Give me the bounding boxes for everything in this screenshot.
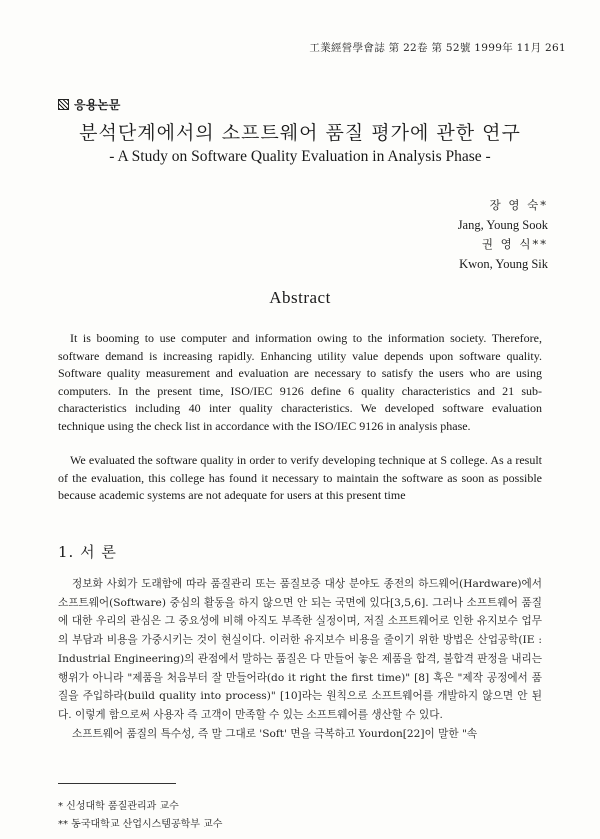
author-2-english: Kwon, Young Sik [459, 256, 548, 271]
section-tag [58, 96, 120, 113]
title-english: - A Study on Software Quality Evaluation in Analysis Phase - [109, 148, 491, 165]
author-1-english: Jang, Young Sook [457, 217, 548, 232]
running-head: 工業經營學會誌 第 22卷 第 52號 1999年 11月 261 [309, 42, 566, 54]
title-korean: 분석단계에서의 소프트웨어 품질 평가에 관한 연구 [79, 122, 521, 144]
section-1-title: 1. 서 론 [58, 543, 117, 561]
abstract-paragraph-2: We evaluated the software quality in order to verify developing technique at S college. As a result of the evaluation, this college has found it necessary to maintain the software as soon as possible because academic systems are not adequate for users at this present time [58, 453, 542, 503]
section-1-paragraph-1: 정보화 사회가 도래함에 따라 품질관리 또는 품질보증 대상 분야도 종전의 하드웨어(Hardware)에서 소프트웨어(Software) 중심의 활동을 하지 않으면 안 되는 국면에 있다[3,5,6]. 그러나 소프트웨어 품질에 대한 우리의 관심은 그 중요성에 비해 아직도 부족한 실정이며, 저질 소프트웨어로 인한 유지보수 업무의 부담과 비용을 가중시키는 것이 현실이다. 이러한 유지보수 비용을 줄이기 위한 방법은 산업공학(IE : Industrial Engineering)의 관점에서 말하는 품질은 다 만들어 놓은 제품을 합격, 불합격 판정을 내리는 행위가 아니라 "제품을 처음부터 잘 만들어라(do it right the first time)" [8] 혹은 "제작 공정에서 품질을 주입하라(build quality into process)" [10]라는 원칙으로 소프트웨어를 개발하지 않으면 안 된다. 이렇게 함으로써 사용자 즉 고객이 만족할 수 있는 소프트웨어를 생산할 수 있다. [58, 578, 542, 721]
abstract-heading: Abstract [269, 288, 331, 307]
author-block [458, 196, 548, 274]
section-tag-label: 응용논문 [74, 98, 121, 112]
footnote-rule [58, 783, 176, 784]
footnote-1: * 신성대학 품질관리과 교수 [58, 801, 179, 812]
author-2-korean: 권 영 식** [481, 237, 548, 251]
abstract-paragraph-1: It is booming to use computer and information owing to the information society. Therefore, software demand is increasing rapidly. Enhancing utility value depends upon software quality. Software quality measurement and evaluation are necessary to satisfy the users who are using computers. In the present time, ISO/IEC 9126 define 6 quality characteristics and 21 sub-characteristics including 40 inter quality characteristics. We developed software evaluation technique using the check list in accordance with the ISO/IEC 9126 in analysis phase. [58, 331, 542, 433]
footnote-2: ** 동국대학교 산업시스템공학부 교수 [58, 819, 223, 830]
author-1-korean: 장 영 숙* [489, 198, 548, 212]
hatched-square-icon [58, 99, 69, 110]
section-1-paragraph-2: 소프트웨어 품질의 특수성, 즉 말 그대로 'Soft' 면을 극복하고 Yourdon[22]이 말한 "속 [72, 728, 478, 740]
